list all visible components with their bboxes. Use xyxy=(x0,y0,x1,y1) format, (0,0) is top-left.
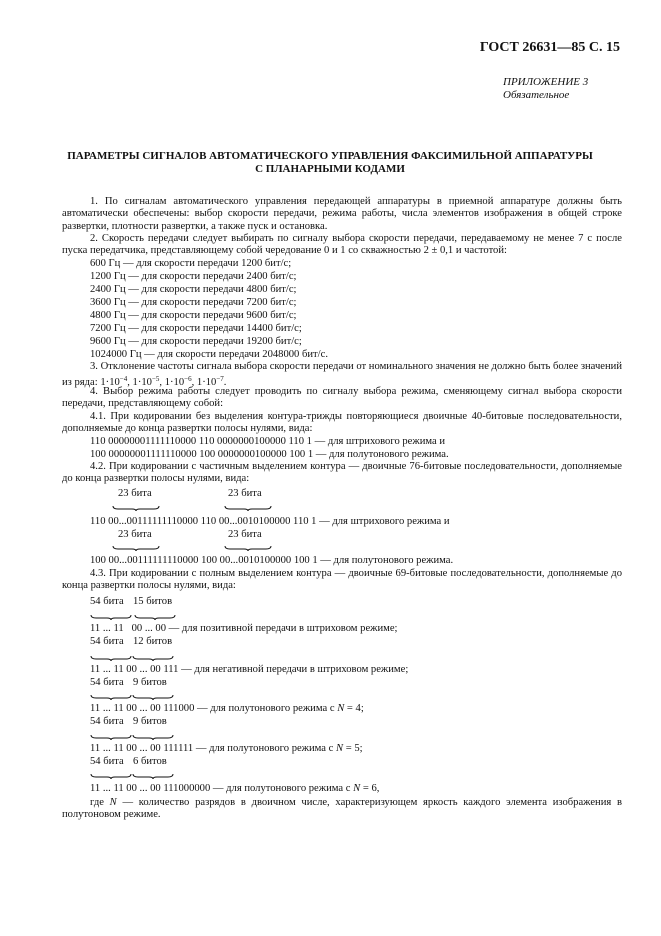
p3-value: $1\cdot 10^{-6}$ xyxy=(164,375,192,389)
title-line-1: ПАРАМЕТРЫ СИГНАЛОВ АВТОМАТИЧЕСКОГО УПРАВЛЕНИЯ ФАКСИМИЛЬНОЙ АППАРАТУРЫ xyxy=(67,150,593,162)
code-line: 100 00...00111111110000 100 00...0010100000 100 1 — для полутонового режима. xyxy=(90,555,454,566)
underbrace xyxy=(134,614,176,620)
bit-count-label: 9 битов xyxy=(133,716,167,727)
underbrace xyxy=(90,614,132,620)
code-line: 110 00...00111111110000 110 00...0010100000 110 1 — для штрихового режима и xyxy=(90,516,450,527)
bit-count-label: 15 битов xyxy=(133,596,173,607)
code-line: 11 ... 11 00 ... 00 111000 — для полутонового режима с N = 4; xyxy=(90,703,364,714)
bit-count-label: 54 бита xyxy=(90,677,124,688)
bit-count-label: 23 бита xyxy=(118,488,152,499)
title-line-2: С ПЛАНАРНЫМИ КОДАМИ xyxy=(255,163,405,175)
bit-count-label: 23 бита xyxy=(118,529,152,540)
underbrace xyxy=(90,773,132,779)
freq-item: 2400 Гц — для скорости передачи 4800 бит/с; xyxy=(90,284,297,295)
p3-value: $1\cdot 10^{-7}$ xyxy=(196,375,224,389)
p3-value: $1\cdot 10^{-5}$ xyxy=(132,375,160,389)
code-line: 11 ... 11 00 ... 00 111111 — для полутонового режима с N = 5; xyxy=(90,743,363,754)
underbrace xyxy=(224,545,272,551)
underbrace xyxy=(224,505,272,511)
footnote: где N — количество разрядов в двоичном числе, характеризующем яркость каждого элемента изображения в полутоновом режиме. xyxy=(62,797,622,821)
paragraph-2: 2. Скорость передачи следует выбирать по сигналу выбора скорости передачи, передаваемому не менее 7 с после пуска передатчика, представляющему собой чередование 0 и 1 со скважностью 2 ± 0,1 и частотой: xyxy=(62,233,622,257)
underbrace xyxy=(132,773,174,779)
bit-count-label: 12 битов xyxy=(133,636,173,647)
freq-item: 3600 Гц — для скорости передачи 7200 бит/с; xyxy=(90,297,297,308)
bit-count-label: 23 бита xyxy=(228,488,262,499)
p3-value: $1\cdot 10^{-4}$ xyxy=(100,375,128,389)
appendix-label xyxy=(503,76,588,102)
underbrace xyxy=(132,734,174,740)
underbrace xyxy=(132,694,174,700)
bit-count-label: 9 битов xyxy=(133,677,167,688)
underbrace xyxy=(90,734,132,740)
code-line: 11 ... 11 00 ... 00 — для позитивной передачи в штриховом режиме; xyxy=(90,623,398,634)
freq-item: 7200 Гц — для скорости передачи 14400 бит/с; xyxy=(90,323,302,334)
underbrace xyxy=(132,655,174,661)
bit-count-label: 6 битов xyxy=(133,756,167,767)
bit-count-label: 54 бита xyxy=(90,636,124,647)
code-line: 100 00000001111110000 100 0000000100000 100 1 — для полутонового режима. xyxy=(90,449,449,460)
freq-item: 9600 Гц — для скорости передачи 19200 бит/с; xyxy=(90,336,302,347)
freq-item: 1024000 Гц — для скорости передачи 2048000 бит/с. xyxy=(90,349,328,360)
underbrace xyxy=(112,545,160,551)
freq-item: 4800 Гц — для скорости передачи 9600 бит/с; xyxy=(90,310,297,321)
code-line: 11 ... 11 00 ... 00 111 — для негативной передачи в штриховом режиме; xyxy=(90,664,409,675)
bit-count-label: 23 бита xyxy=(228,529,262,540)
underbrace xyxy=(112,505,160,511)
underbrace xyxy=(90,694,132,700)
freq-item: 1200 Гц — для скорости передачи 2400 бит/с; xyxy=(90,271,297,282)
paragraph-4-3: 4.3. При кодировании с полным выделением контура — двоичные 69-битовые последовательности, дополняемые до конца развертки полосы нулями, вида: xyxy=(62,568,622,592)
code-line: 11 ... 11 00 ... 00 111000000 — для полутонового режима с N = 6, xyxy=(90,783,380,794)
bit-count-label: 54 бита xyxy=(90,756,124,767)
p3-text: 3. Отклонение частоты сигнала выбора скорости передачи от номинального значения не должно быть более значений из ряда: xyxy=(62,361,622,389)
freq-item: 600 Гц — для скорости передачи 1200 бит/с; xyxy=(90,258,292,269)
paragraph-3: 3. Отклонение частоты сигнала выбора скорости передачи от номинального значения не должно быть более значений из ряда: $1\cdot 10^{-4}$, $1\cdot 10^{-5}$, $1\cdot 10^{-6}$, $1\cdot 10^{-7}$. xyxy=(62,361,622,389)
appendix-status: Обязательное xyxy=(503,89,570,101)
paragraph-4-1: 4.1. При кодировании без выделения контура-трижды повторяющиеся двоичные 40-битовые последовательности, дополняемые до конца развертки полосы нулями, вида: xyxy=(62,411,622,435)
paragraph-1: 1. По сигналам автоматического управления передающей аппаратуры в приемной аппаратуре должны быть автоматически обеспечены: выбор скорости передачи, режима работы, числа элементов изображения в общей строке развертки, плотности развертки, а также пуск и остановка. xyxy=(62,196,622,232)
paragraph-4: 4. Выбор режима работы следует проводить по сигналу выбора режима, сменяющему сигнал выбора скорости передачи, представляющему собой: xyxy=(62,386,622,410)
doc-reference: ГОСТ 26631—85 С. 15 xyxy=(479,40,620,55)
appendix-number: ПРИЛОЖЕНИЕ 3 xyxy=(503,76,589,88)
code-line: 110 00000001111110000 110 0000000100000 110 1 — для штрихового режима и xyxy=(90,436,446,447)
page-title xyxy=(40,150,620,176)
bit-count-label: 54 бита xyxy=(90,596,124,607)
underbrace xyxy=(90,655,132,661)
bit-count-label: 54 бита xyxy=(90,716,124,727)
paragraph-4-2: 4.2. При кодировании с частичным выделением контура — двоичные 76-битовые последовательности, дополняемые до конца развертки полосы нулями, вида: xyxy=(62,461,622,485)
